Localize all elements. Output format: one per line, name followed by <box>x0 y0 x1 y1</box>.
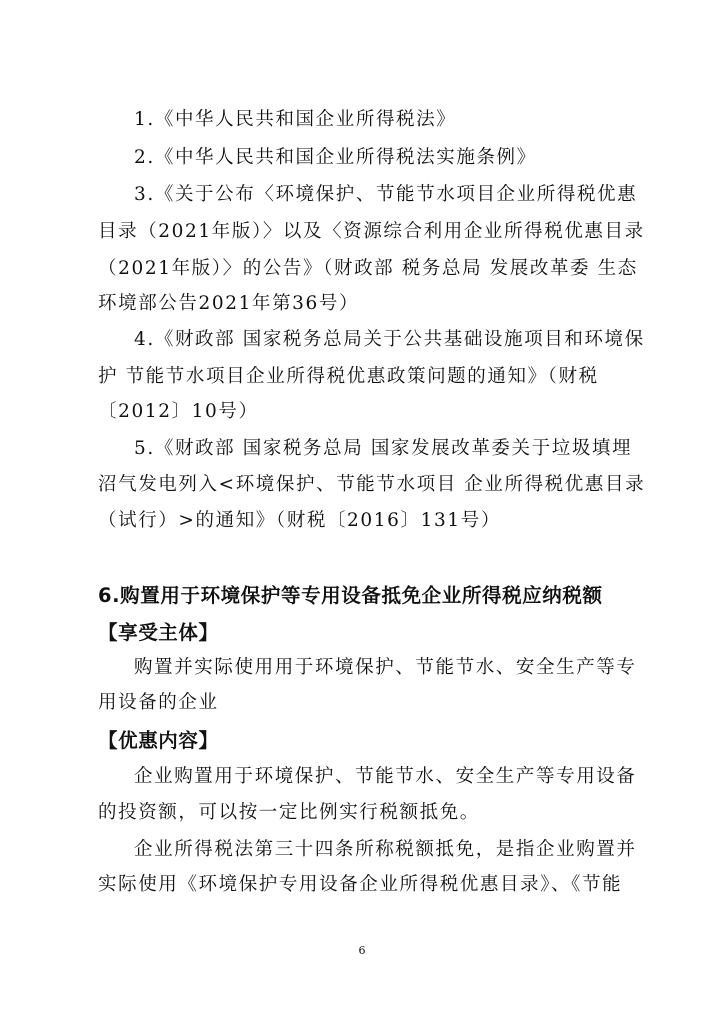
content-p2-line-1: 企业所得税法第三十四条所称税额抵免，是指企业购置并 <box>134 839 637 860</box>
list-item-4-line-1: 4.《财政部 国家税务总局关于公共基础设施项目和环境保 <box>134 329 645 350</box>
list-item-5-line-3: （试行）>的通知》（财税〔2016〕131号） <box>98 510 501 531</box>
list-item-2: 2.《中华人民共和国企业所得税法实施条例》 <box>134 147 537 168</box>
subject-text-line-2: 用设备的企业 <box>98 692 219 713</box>
content-p2-line-2: 实际使用《环境保护专用设备企业所得税优惠目录》、《节能 <box>98 874 623 895</box>
list-item-5-line-1: 5.《财政部 国家税务总局 国家发展改革委关于垃圾填埋 <box>134 438 633 459</box>
list-item-5-line-2: 沼气发电列入<环境保护、节能节水项目 企业所得税优惠目录 <box>98 474 646 495</box>
list-item-3-line-4: 环境部公告2021年第36号） <box>98 293 360 314</box>
list-item-3-line-1: 3.《关于公布〈环境保护、节能节水项目企业所得税优惠 <box>134 184 638 205</box>
subject-text-line-1: 购置并实际使用用于环境保护、节能节水、安全生产等专 <box>134 657 637 678</box>
page-number: 6 <box>358 944 366 957</box>
list-item-4-line-2: 护 节能节水项目企业所得税优惠政策问题的通知》（财税 <box>98 366 599 387</box>
list-item-3-line-3: （2021年版）〉的公告》（财政部 税务总局 发展改革委 生态 <box>98 258 638 279</box>
content-p1-line-1: 企业购置用于环境保护、节能节水、安全生产等专用设备 <box>134 766 637 787</box>
list-item-4-line-3: 〔2012〕10号） <box>98 401 259 422</box>
section-heading: 6.购置用于环境保护等专用设备抵免企业所得税应纳税额 <box>98 584 603 607</box>
list-item-3-line-2: 目录（2021年版）〉以及〈资源综合利用企业所得税优惠目录 <box>98 221 645 242</box>
content-label: 【优惠内容】 <box>98 729 219 752</box>
subject-label: 【享受主体】 <box>98 621 219 644</box>
list-item-1: 1.《中华人民共和国企业所得税法》 <box>134 109 457 130</box>
content-p1-line-2: 的投资额，可以按一定比例实行税额抵免。 <box>98 802 480 823</box>
